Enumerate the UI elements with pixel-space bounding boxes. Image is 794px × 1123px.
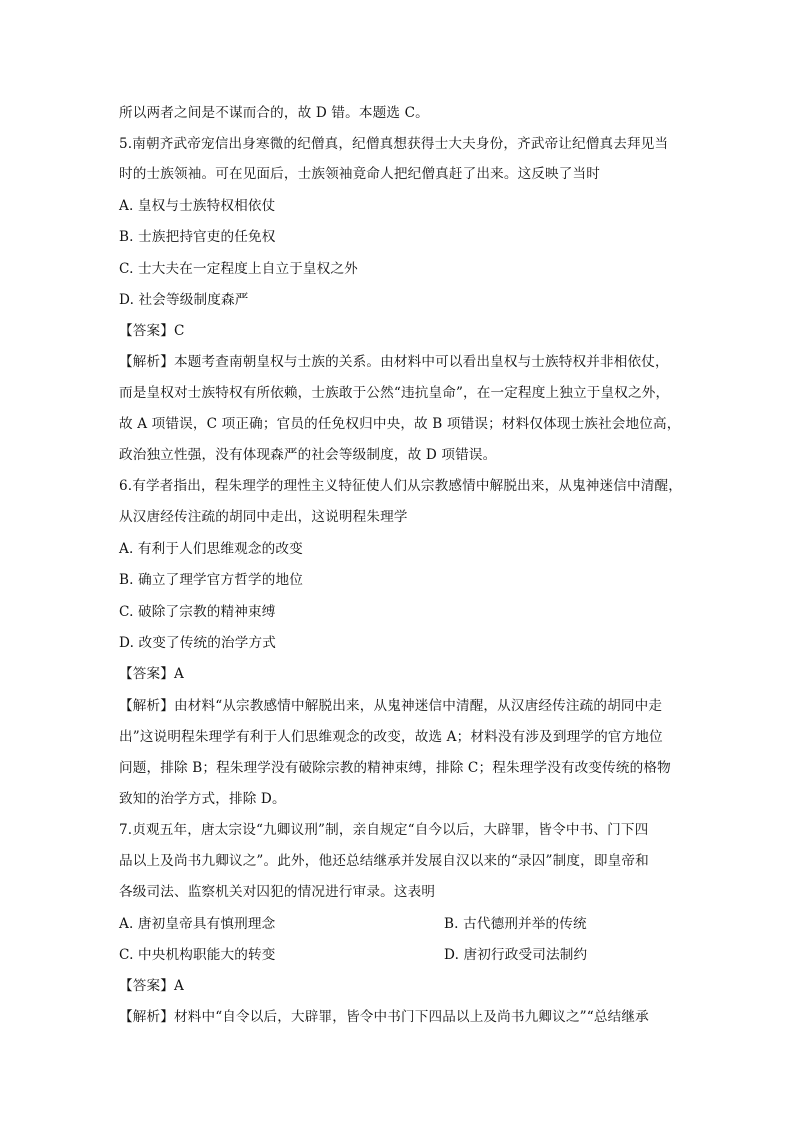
question-7-stem-cont: 各级司法、监察机关对囚犯的情况进行审录。这表明 <box>119 884 436 900</box>
question-6-analysis-cont: 问题，排除 B；程朱理学没有破除宗教的精神束缚，排除 C；程朱理学没有改变传统的格物 <box>119 760 671 776</box>
question-7-analysis: 【解析】材料中“自令以后，大辟罪，皆令中书门下四品以上及尚书九卿议之”“总结继承 <box>119 1009 649 1025</box>
question-5-analysis-cont: 故 A 项错误，C 项正确；官员的任免权归中央，故 B 项错误；材料仅体现士族社会地位高， <box>119 416 681 432</box>
question-7-answer: 【答案】A <box>119 978 184 994</box>
question-6-stem: 6.有学者指出，程朱理学的理性主义特征使人们从宗教感情中解脱出来，从鬼神迷信中清醒， <box>119 478 683 494</box>
question-5-stem-cont: 时的士族领袖。可在见面后，士族领袖竟命人把纪僧真赶了出来。这反映了当时 <box>119 166 601 182</box>
question-5-analysis: 【解析】本题考查南朝皇权与士族的关系。由材料中可以看出皇权与士族特权并非相依仗， <box>119 354 669 370</box>
question-5-option-c: C. 士大夫在一定程度上自立于皇权之外 <box>119 261 358 277</box>
question-6-option-a: A. 有利于人们思维观念的改变 <box>119 541 303 557</box>
question-6-option-d: D. 改变了传统的治学方式 <box>119 635 276 651</box>
question-7-stem: 7.贞观五年，唐太宗设“九卿议刑”制，亲自规定“自今以后，大辟罪，皆令中书、门下四 <box>119 822 649 838</box>
question-6-option-c: C. 破除了宗教的精神束缚 <box>119 604 276 620</box>
question-5-stem: 5.南朝齐武帝宠信出身寒微的纪僧真，纪僧真想获得士大夫身份，齐武帝让纪僧真去拜见当 <box>119 136 669 152</box>
question-5-answer: 【答案】C <box>119 323 185 339</box>
question-5-analysis-cont: 而是皇权对士族特权有所依赖，士族敢于公然“违抗皇命”，在一定程度上独立于皇权之外， <box>119 385 670 401</box>
question-7-option-a: A. 唐初皇帝具有慎刑理念 <box>119 916 276 932</box>
question-7-option-c: C. 中央机构职能大的转变 <box>119 947 276 963</box>
question-7-option-d: D. 唐初行政受司法制约 <box>444 947 588 963</box>
question-5-option-a: A. 皇权与士族特权相依仗 <box>119 198 276 214</box>
question-7-stem-cont: 品以上及尚书九卿议之”。此外，他还总结继承并发展自汉以来的“录囚”制度，即皇帝和 <box>119 853 649 869</box>
text-line: 所以两者之间是不谋而合的，故 D 错。本题选 C。 <box>119 105 429 121</box>
question-6-option-b: B. 确立了理学官方哲学的地位 <box>119 572 304 588</box>
question-7-option-b: B. 古代德刑并举的传统 <box>444 916 587 932</box>
question-5-analysis-cont: 政治独立性强，没有体现森严的社会等级制度，故 D 项错误。 <box>119 447 497 463</box>
question-6-answer: 【答案】A <box>119 666 184 682</box>
question-6-analysis: 【解析】由材料“从宗教感情中解脱出来，从鬼神迷信中清醒，从汉唐经传注疏的胡同中走 <box>119 698 663 714</box>
question-5-option-b: B. 士族把持官吏的任免权 <box>119 229 276 245</box>
question-6-stem-cont: 从汉唐经传注疏的胡同中走出，这说明程朱理学 <box>119 509 408 525</box>
question-6-analysis-cont: 出”这说明程朱理学有利于人们思维观念的改变，故选 A；材料没有涉及到理学的官方地位 <box>119 729 663 745</box>
question-5-option-d: D. 社会等级制度森严 <box>119 292 249 308</box>
question-6-analysis-cont: 致知的治学方式，排除 D。 <box>119 791 286 807</box>
